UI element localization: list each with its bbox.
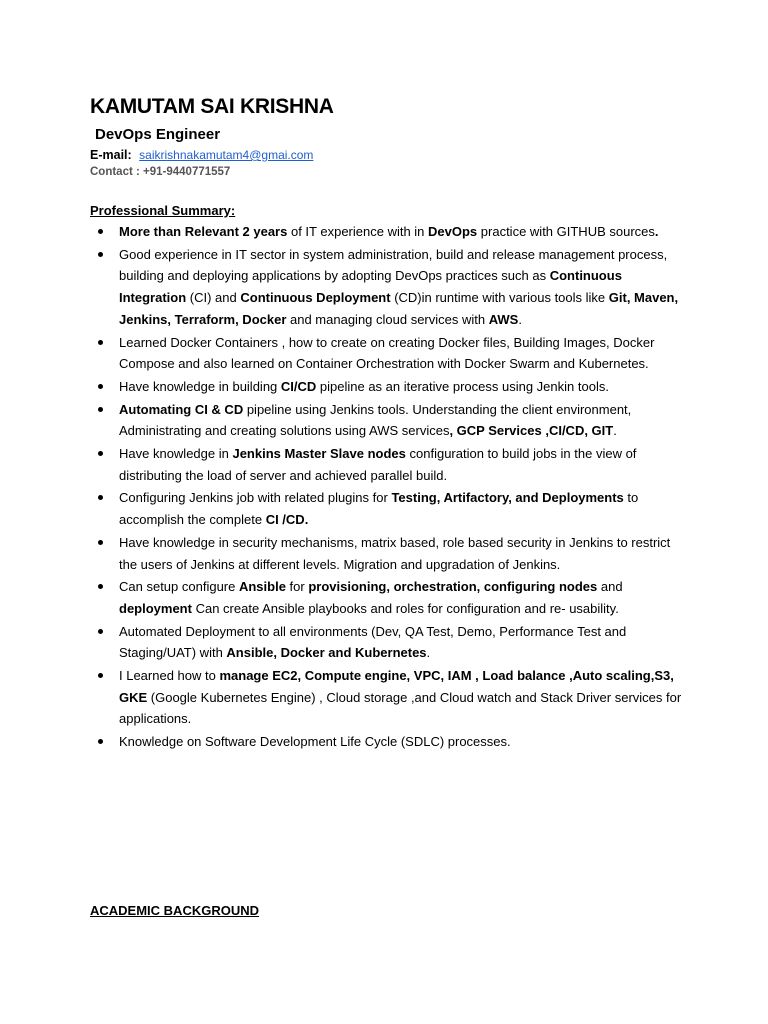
summary-item	[90, 399, 690, 442]
professional-summary-heading: Professional Summary:	[90, 203, 236, 218]
summary-text: (CD)in runtime with various tools like	[390, 290, 609, 306]
summary-text: Automated Deployment to all environments (Dev, QA Test, Demo, Performance Test and Staging/UAT) with	[119, 623, 627, 661]
summary-text-bold: Git, Maven, Jenkins, Terraform, Docker	[119, 290, 679, 327]
summary-text-bold: Automating CI & CD	[119, 401, 244, 417]
summary-item	[90, 532, 690, 575]
bullet-icon	[98, 584, 103, 589]
summary-text: Learned Docker Containers , how to create on creating Docker files, Building Images, Docker Compose and also learned on Container Orchestration with Docker Swarm and Kubernetes.	[119, 334, 655, 372]
contact-number: Contact : +91-9440771557	[90, 166, 231, 178]
summary-text-bold: CI/CD	[280, 378, 317, 394]
summary-text-bold: , GCP Services ,CI/CD, GIT	[449, 423, 614, 439]
summary-text: I Learned how to	[119, 668, 220, 684]
candidate-name: KAMUTAM SAI KRISHNA	[90, 95, 334, 118]
summary-text-bold: Ansible, Docker and Kubernetes	[226, 645, 427, 661]
summary-text-bold: DevOps	[428, 224, 478, 239]
summary-item	[90, 731, 690, 753]
summary-text: practice with GITHUB sources	[477, 224, 655, 239]
email-label: E-mail:	[90, 148, 132, 162]
summary-text: and	[597, 579, 623, 595]
summary-text: of IT experience with in	[287, 224, 429, 239]
summary-item	[90, 443, 690, 486]
job-title: DevOps Engineer	[95, 126, 221, 143]
summary-item	[90, 665, 690, 730]
summary-text: Can create Ansible playbooks and roles for configuration and re- usability.	[191, 600, 619, 616]
bullet-icon	[98, 407, 103, 412]
summary-text-bold: Testing, Artifactory, and Deployments	[391, 490, 624, 506]
summary-text: (CI) and	[186, 290, 241, 306]
summary-item	[90, 487, 690, 530]
summary-text: (Google Kubernetes Engine) , Cloud storage ,and Cloud watch and Stack Driver services for applications.	[119, 689, 682, 727]
email-line	[90, 148, 313, 162]
summary-text-bold: deployment	[119, 600, 192, 616]
summary-item	[90, 576, 690, 619]
summary-item	[90, 332, 690, 375]
bullet-icon	[98, 673, 103, 678]
summary-text: and managing cloud services with	[286, 311, 489, 327]
email-link[interactable]: saikrishnakamutam4@gmai.com	[139, 148, 314, 162]
bullet-icon	[98, 451, 103, 456]
academic-background-heading: ACADEMIC BACKGROUND	[90, 903, 259, 918]
summary-text: configuration to build jobs in the view of distributing the load of server and achieved parallel build.	[119, 446, 637, 483]
bullet-icon	[98, 495, 103, 500]
summary-text: Good experience in IT sector in system administration, build and release management process, building and deploying applications by adopting DevOps practices such as	[119, 246, 668, 284]
bullet-icon	[98, 252, 103, 257]
summary-text: .	[613, 423, 617, 439]
summary-text: for	[285, 579, 309, 595]
summary-text-bold: AWS	[488, 311, 519, 327]
summary-text: .	[426, 645, 431, 661]
bullet-icon	[98, 384, 103, 389]
summary-text: Have knowledge in	[119, 446, 233, 462]
summary-item	[90, 621, 690, 664]
summary-text: to accomplish the complete	[119, 490, 639, 528]
summary-text-bold: provisioning, orchestration, configuring nodes	[308, 579, 598, 595]
summary-text-bold: manage EC2, Compute engine, VPC, IAM , Load balance ,Auto scaling,S3, GKE	[119, 668, 674, 705]
summary-text: Have knowledge in security mechanisms, matrix based, role based security in Jenkins to restrict the users of Jenkins at different levels. Migration and upgradation of Jenkins.	[119, 534, 671, 572]
summary-text-bold: Continuous Integration	[119, 268, 622, 306]
summary-list	[90, 221, 690, 754]
summary-text: pipeline using Jenkins tools. Understanding the client environment, Administrating and creating solutions using AWS services	[119, 401, 632, 439]
bullet-icon	[98, 540, 103, 545]
bullet-icon	[98, 229, 103, 234]
summary-text: .	[518, 311, 522, 327]
bullet-icon	[98, 340, 103, 345]
summary-text-bold: .	[654, 224, 659, 239]
summary-text-bold: CI /CD.	[265, 512, 309, 528]
summary-text: Knowledge on Software Development Life Cycle (SDLC) processes.	[119, 734, 511, 750]
summary-text-bold: Jenkins Master Slave nodes	[232, 446, 406, 462]
summary-item	[90, 221, 690, 243]
summary-item	[90, 244, 690, 331]
summary-text-bold: More than Relevant 2 years	[119, 224, 288, 239]
summary-text: Configuring Jenkins job with related plugins for	[119, 490, 392, 506]
summary-text: Have knowledge in building	[119, 378, 281, 394]
summary-text: Can setup configure	[119, 579, 239, 595]
summary-text-bold: Continuous Deployment	[240, 290, 391, 306]
bullet-icon	[98, 739, 103, 744]
bullet-icon	[98, 629, 103, 634]
summary-item	[90, 376, 690, 398]
summary-text-bold: Ansible	[238, 579, 286, 595]
summary-text: pipeline as an iterative process using Jenkin tools.	[316, 378, 609, 394]
